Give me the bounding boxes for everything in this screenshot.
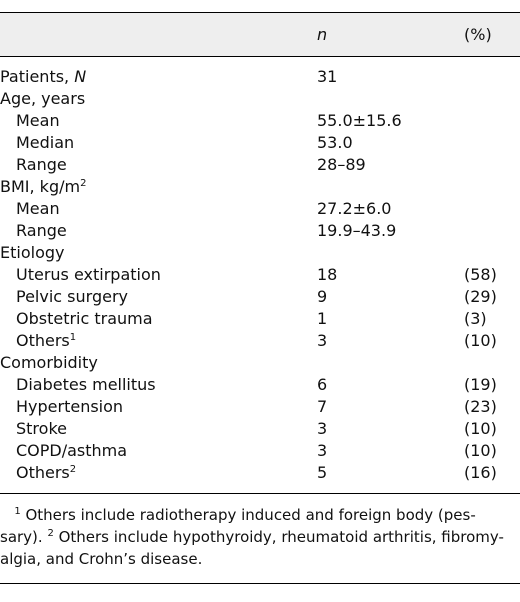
table-row [0, 462, 520, 484]
row-label-text: Comorbidity [0, 353, 98, 372]
table-row [0, 220, 520, 242]
footnote-line-1 [0, 504, 512, 526]
table-row [0, 242, 520, 264]
row-percent-value: (3) [464, 309, 487, 328]
row-label-text: Age, years [0, 89, 86, 108]
row-label-text: Mean [16, 111, 60, 130]
row-n-value: 9 [317, 287, 328, 306]
footnote-line-2 [0, 526, 512, 548]
footnote-text-1: Others include radiotherapy induced and foreign body (pes- [20, 506, 476, 524]
row-label-text: Diabetes mellitus [16, 375, 156, 394]
table-row [0, 132, 520, 154]
row-label-text: Median [16, 133, 75, 152]
table-row [0, 66, 520, 88]
row-label-text: Stroke [16, 419, 67, 438]
row-label-text: Uterus extirpation [16, 265, 161, 284]
footnote-mark-2: 2 [47, 528, 54, 539]
row-label [0, 352, 98, 374]
table-row [0, 88, 520, 110]
row-label [16, 110, 60, 132]
row-label [16, 198, 60, 220]
row-percent-value: (19) [464, 375, 497, 394]
row-n-value: 5 [317, 463, 328, 482]
column-header-percent: (%) [464, 25, 492, 44]
row-n-value: 28–89 [317, 155, 366, 174]
row-percent-value: (58) [464, 265, 497, 284]
row-n-value: 18 [317, 265, 338, 284]
row-label-text: Range [16, 221, 67, 240]
row-n-value: 3 [317, 419, 328, 438]
row-label [16, 286, 128, 308]
bottom-rule [0, 583, 520, 584]
table-row [0, 176, 520, 198]
row-label-text: Obstetric trauma [16, 309, 153, 328]
row-label [16, 264, 161, 286]
row-label-italic: N [74, 67, 87, 86]
row-percent-value: (10) [464, 441, 497, 460]
footnote-mark-1: 1 [14, 506, 21, 517]
row-label-superscript: 2 [80, 178, 87, 189]
row-label-text: Etiology [0, 243, 65, 262]
row-label [16, 374, 156, 396]
row-label [0, 66, 86, 88]
row-label-text: Mean [16, 199, 60, 218]
row-n-value: 6 [317, 375, 328, 394]
row-label-text: Range [16, 155, 67, 174]
header-band [0, 13, 520, 56]
row-label-superscript: 1 [69, 332, 77, 343]
row-label [16, 132, 74, 154]
row-percent-value: (10) [464, 419, 497, 438]
table-row [0, 440, 520, 462]
footnote-text-2a: sary). [0, 528, 48, 546]
row-label [16, 396, 123, 418]
table-row [0, 374, 520, 396]
row-percent-value: (23) [464, 397, 497, 416]
table-row [0, 396, 520, 418]
row-label-text: BMI, kg/m [0, 177, 81, 196]
row-percent-value: (29) [464, 287, 497, 306]
row-percent-value: (16) [464, 463, 497, 482]
row-n-value: 7 [317, 397, 328, 416]
table-body [0, 66, 520, 484]
row-label-superscript: 2 [69, 464, 77, 475]
row-label-text: Pelvic surgery [16, 287, 128, 306]
table-row [0, 264, 520, 286]
footnote-rule [0, 493, 520, 494]
row-label-text: Others [16, 463, 70, 482]
footnote-text-2b: Others include hypothyroidy, rheumatoid arthritis, fibromy- [53, 528, 504, 546]
row-label-text: Others [16, 331, 70, 350]
row-label-text: COPD/asthma [16, 441, 128, 460]
row-label [16, 462, 76, 484]
column-header-n: n [317, 25, 328, 44]
row-n-value: 55.0±15.6 [317, 111, 402, 130]
row-n-value: 1 [317, 309, 328, 328]
table-row [0, 352, 520, 374]
footnotes [0, 504, 512, 570]
table-row [0, 418, 520, 440]
table-row [0, 198, 520, 220]
row-label [16, 330, 76, 352]
row-n-value: 3 [317, 331, 328, 350]
row-n-value: 27.2±6.0 [317, 199, 392, 218]
row-label [0, 88, 85, 110]
table-row [0, 154, 520, 176]
row-n-value: 31 [317, 67, 338, 86]
table-row [0, 286, 520, 308]
row-label [16, 308, 153, 330]
row-label-text: Patients, [0, 67, 75, 86]
row-label-text: Hypertension [16, 397, 124, 416]
table-row [0, 308, 520, 330]
row-percent-value: (10) [464, 331, 497, 350]
header-rule [0, 56, 520, 57]
row-label [16, 220, 67, 242]
table-row [0, 110, 520, 132]
row-n-value: 19.9–43.9 [317, 221, 397, 240]
row-label [0, 176, 86, 198]
row-n-value: 3 [317, 441, 328, 460]
footnote-line-3: algia, and Crohn’s disease. [0, 550, 203, 568]
row-label [16, 440, 127, 462]
row-label [16, 418, 67, 440]
row-label [16, 154, 67, 176]
table-row [0, 330, 520, 352]
row-n-value: 53.0 [317, 133, 353, 152]
row-label [0, 242, 64, 264]
